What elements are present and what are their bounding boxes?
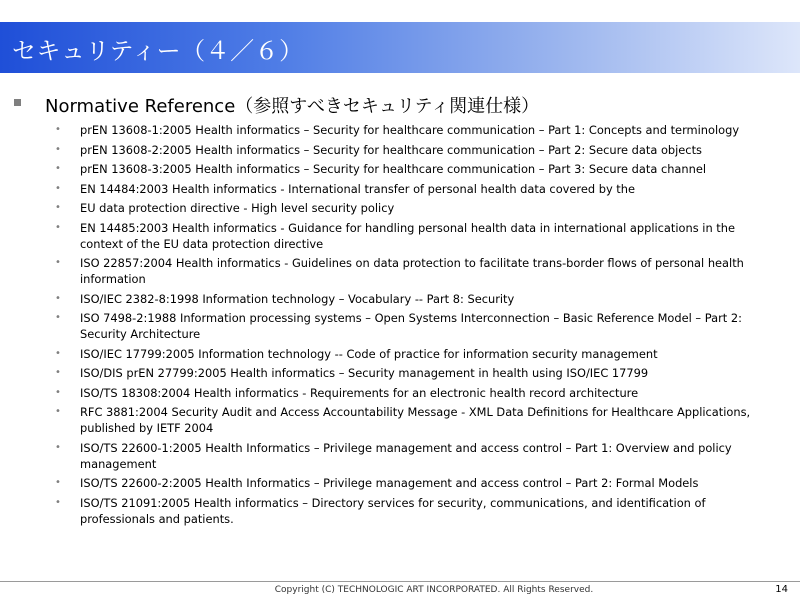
slide-title: セキュリティー（４／６） [12,37,304,65]
reference-text: ISO/IEC 17799:2005 Information technology -- Code of practice for information security management [80,346,658,361]
bullet-icon: • [55,163,61,174]
list-item [0,385,800,401]
bullet-icon: • [55,124,61,135]
title-bar [0,22,800,73]
reference-text: ISO/TS 22600-2:2005 Health Informatics – Privilege management and access control – Part 2: Formal Models [80,476,699,490]
bullet-icon: • [55,182,61,194]
list-item [0,365,800,381]
bullet-icon: • [55,312,61,323]
bullet-icon: • [55,143,61,155]
list-item [0,495,800,527]
bullet-icon: • [55,477,61,488]
reference-text: prEN 13608-3:2005 Health informatics – Security for healthcare communication – Part 3: Secure data channel [80,162,707,176]
square-bullet-icon [14,99,21,106]
footer-divider [0,581,800,582]
reference-text: ISO/TS 21091:2005 Health informatics – Directory services for security, communications, and identification of professionals and patients. [80,495,706,526]
list-item [0,404,800,436]
list-item [0,122,800,138]
reference-text: ISO/DIS prEN 27799:2005 Health informatics – Security management in health using ISO/IEC 17799 [80,366,649,380]
reference-text: RFC 3881:2004 Security Audit and Access Accountability Message - XML Data Definitions for Healthcare Applications, published by IETF 2004 [80,405,751,435]
reference-text: prEN 13608-2:2005 Health informatics – Security for healthcare communication – Part 2: Secure data objects [80,142,702,157]
list-item [0,220,800,252]
reference-text: EN 14485:2003 Health informatics - Guidance for handling personal health data in international applications in the context of the EU data protection directive [80,220,735,251]
reference-text: ISO/TS 22600-1:2005 Health Informatics – Privilege management and access control – Part 1: Overview and policy management [80,440,732,471]
list-item [0,161,800,177]
list-item [0,181,800,197]
section-heading-text: Normative Reference（参照すべきセキュリティ関連仕様） [45,96,540,117]
reference-text: EU data protection directive - High level security policy [80,201,395,215]
list-item [0,200,800,216]
bullet-icon: • [55,347,61,359]
reference-text: ISO/TS 18308:2004 Health informatics - Requirements for an electronic health record architecture [80,385,639,400]
list-item [0,142,800,158]
bullet-icon: • [55,386,61,398]
list-item [0,255,800,287]
bullet-icon: • [55,257,61,268]
reference-text: EN 14484:2003 Health informatics - International transfer of personal health data covered by the [80,181,635,196]
bullet-icon: • [55,496,61,508]
reference-text: ISO 22857:2004 Health informatics - Guidelines on data protection to facilitate trans-border flows of personal health information [80,256,744,286]
list-item [0,475,800,491]
bullet-icon: • [55,292,61,304]
bullet-icon: • [55,406,61,417]
list-item [0,291,800,307]
list-item [0,346,800,362]
bullet-icon: • [55,221,61,233]
reference-list [0,122,800,530]
reference-text: ISO/IEC 2382-8:1998 Information technology – Vocabulary -- Part 8: Security [80,291,515,306]
bullet-icon: • [55,441,61,453]
list-item [0,440,800,472]
page-number: 14 [775,584,788,595]
bullet-icon: • [55,367,61,378]
list-item [0,310,800,342]
copyright-footer: Copyright (C) TECHNOLOGIC ART INCORPORATED. All Rights Reserved. [274,585,594,595]
bullet-icon: • [55,202,61,213]
reference-text: prEN 13608-1:2005 Health informatics – Security for healthcare communication – Part 1: Concepts and terminology [80,123,740,137]
reference-text: ISO 7498-2:1988 Information processing systems – Open Systems Interconnection – Basic Reference Model – Part 2: Security Architecture [80,311,742,341]
